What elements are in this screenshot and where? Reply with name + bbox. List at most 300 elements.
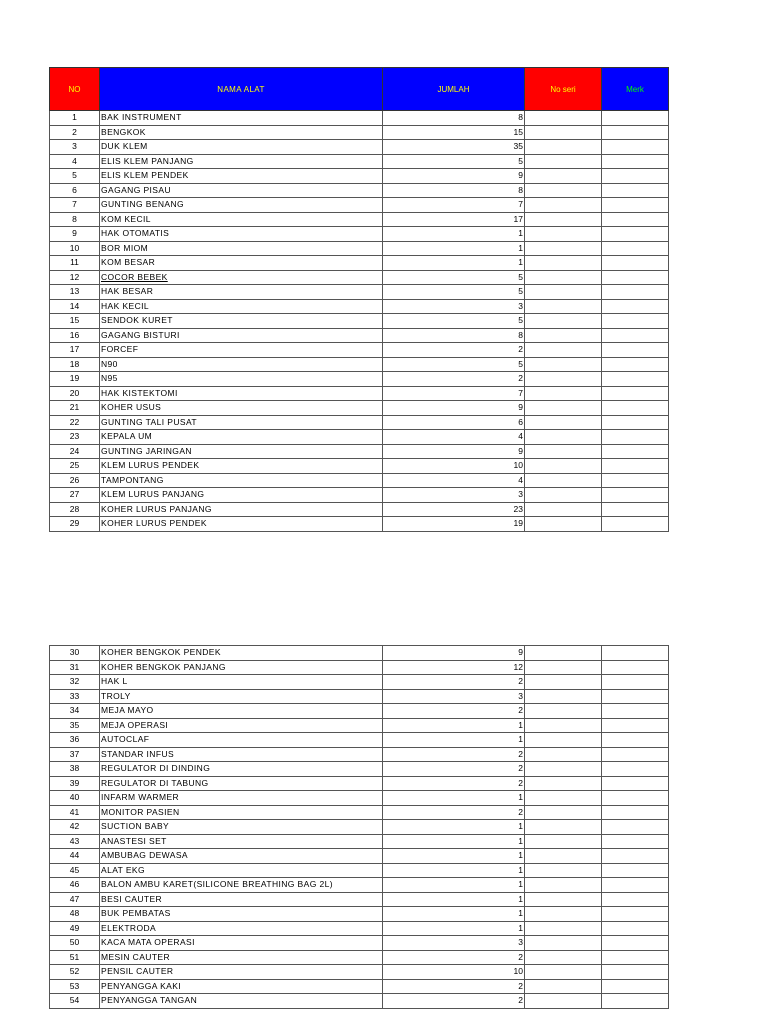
brand-cell[interactable]: [602, 646, 669, 661]
quantity-cell[interactable]: 1: [383, 791, 525, 806]
brand-cell[interactable]: [602, 921, 669, 936]
quantity-cell[interactable]: 9: [383, 169, 525, 184]
row-number-cell[interactable]: 41: [50, 805, 100, 820]
serial-number-cell[interactable]: [525, 488, 602, 503]
quantity-cell[interactable]: 35: [383, 140, 525, 155]
brand-cell[interactable]: [602, 820, 669, 835]
row-number-cell[interactable]: 27: [50, 488, 100, 503]
table-row: [50, 820, 669, 835]
brand-cell[interactable]: [602, 776, 669, 791]
brand-cell[interactable]: [602, 299, 669, 314]
row-number-cell[interactable]: 49: [50, 921, 100, 936]
header-no[interactable]: NO: [50, 68, 100, 111]
row-number-cell[interactable]: 11: [50, 256, 100, 271]
serial-number-cell[interactable]: [525, 820, 602, 835]
quantity-cell[interactable]: 5: [383, 154, 525, 169]
brand-cell[interactable]: [602, 212, 669, 227]
brand-cell[interactable]: [602, 459, 669, 474]
serial-number-cell[interactable]: [525, 517, 602, 532]
item-name-cell[interactable]: HAK BESAR: [100, 285, 383, 300]
row-number-cell[interactable]: 22: [50, 415, 100, 430]
item-name-cell[interactable]: TROLY: [100, 689, 383, 704]
brand-cell[interactable]: [602, 328, 669, 343]
serial-number-cell[interactable]: [525, 473, 602, 488]
row-number-cell[interactable]: 30: [50, 646, 100, 661]
quantity-cell[interactable]: 1: [383, 227, 525, 242]
row-number-cell[interactable]: 10: [50, 241, 100, 256]
quantity-cell[interactable]: 2: [383, 747, 525, 762]
header-no-seri[interactable]: No seri: [525, 68, 602, 111]
quantity-cell[interactable]: 9: [383, 401, 525, 416]
item-name-cell[interactable]: BAK INSTRUMENT: [100, 111, 383, 126]
row-number-cell[interactable]: 24: [50, 444, 100, 459]
item-name-cell[interactable]: KOHER LURUS PANJANG: [100, 502, 383, 517]
row-number-cell[interactable]: 40: [50, 791, 100, 806]
item-name-cell[interactable]: ELIS KLEM PENDEK: [100, 169, 383, 184]
quantity-cell[interactable]: 7: [383, 198, 525, 213]
row-number-cell[interactable]: 13: [50, 285, 100, 300]
table-row: [50, 921, 669, 936]
row-number-cell[interactable]: 52: [50, 965, 100, 980]
item-name-cell[interactable]: MONITOR PASIEN: [100, 805, 383, 820]
item-name-cell[interactable]: GAGANG BISTURI: [100, 328, 383, 343]
table-row: [50, 776, 669, 791]
brand-cell[interactable]: [602, 444, 669, 459]
serial-number-cell[interactable]: [525, 776, 602, 791]
serial-number-cell[interactable]: [525, 401, 602, 416]
item-name-cell[interactable]: KOM BESAR: [100, 256, 383, 271]
quantity-cell[interactable]: 7: [383, 386, 525, 401]
table-row: [50, 256, 669, 271]
serial-number-cell[interactable]: [525, 994, 602, 1009]
table-row: [50, 689, 669, 704]
item-name-cell[interactable]: COCOR BEBEK: [100, 270, 383, 285]
quantity-cell[interactable]: 2: [383, 805, 525, 820]
item-name-cell[interactable]: STANDAR INFUS: [100, 747, 383, 762]
quantity-cell[interactable]: 1: [383, 834, 525, 849]
row-number-cell[interactable]: 4: [50, 154, 100, 169]
row-number-cell[interactable]: 20: [50, 386, 100, 401]
brand-cell[interactable]: [602, 950, 669, 965]
serial-number-cell[interactable]: [525, 212, 602, 227]
row-number-cell[interactable]: 26: [50, 473, 100, 488]
brand-cell[interactable]: [602, 863, 669, 878]
serial-number-cell[interactable]: [525, 704, 602, 719]
brand-cell[interactable]: [602, 430, 669, 445]
serial-number-cell[interactable]: [525, 169, 602, 184]
item-name-cell[interactable]: BALON AMBU KARET(SILICONE BREATHING BAG 2L): [100, 878, 383, 893]
row-number-cell[interactable]: 48: [50, 907, 100, 922]
inventory-table-top: [49, 67, 669, 532]
item-name-cell[interactable]: FORCEF: [100, 343, 383, 358]
brand-cell[interactable]: [602, 386, 669, 401]
brand-cell[interactable]: [602, 198, 669, 213]
table-row: [50, 502, 669, 517]
brand-cell[interactable]: [602, 169, 669, 184]
serial-number-cell[interactable]: [525, 791, 602, 806]
row-number-cell[interactable]: 21: [50, 401, 100, 416]
brand-cell[interactable]: [602, 314, 669, 329]
quantity-cell[interactable]: 9: [383, 444, 525, 459]
serial-number-cell[interactable]: [525, 343, 602, 358]
item-name-cell[interactable]: INFARM WARMER: [100, 791, 383, 806]
brand-cell[interactable]: [602, 733, 669, 748]
item-name-cell[interactable]: ELIS KLEM PANJANG: [100, 154, 383, 169]
row-number-cell[interactable]: 18: [50, 357, 100, 372]
serial-number-cell[interactable]: [525, 328, 602, 343]
serial-number-cell[interactable]: [525, 834, 602, 849]
row-number-cell[interactable]: 44: [50, 849, 100, 864]
quantity-cell[interactable]: 1: [383, 820, 525, 835]
item-name-cell[interactable]: AUTOCLAF: [100, 733, 383, 748]
brand-cell[interactable]: [602, 401, 669, 416]
table-row: [50, 718, 669, 733]
brand-cell[interactable]: [602, 241, 669, 256]
quantity-cell[interactable]: 2: [383, 776, 525, 791]
quantity-cell[interactable]: 5: [383, 285, 525, 300]
brand-cell[interactable]: [602, 892, 669, 907]
quantity-cell[interactable]: 8: [383, 111, 525, 126]
item-name-cell[interactable]: TAMPONTANG: [100, 473, 383, 488]
quantity-cell[interactable]: 1: [383, 256, 525, 271]
table-row: [50, 357, 669, 372]
item-name-cell[interactable]: MEJA MAYO: [100, 704, 383, 719]
row-number-cell[interactable]: 54: [50, 994, 100, 1009]
brand-cell[interactable]: [602, 718, 669, 733]
row-number-cell[interactable]: 23: [50, 430, 100, 445]
table-row: [50, 111, 669, 126]
quantity-cell[interactable]: 17: [383, 212, 525, 227]
row-number-cell[interactable]: 47: [50, 892, 100, 907]
row-number-cell[interactable]: 45: [50, 863, 100, 878]
item-name-cell[interactable]: HAK OTOMATIS: [100, 227, 383, 242]
serial-number-cell[interactable]: [525, 256, 602, 271]
row-number-cell[interactable]: 43: [50, 834, 100, 849]
brand-cell[interactable]: [602, 140, 669, 155]
quantity-cell[interactable]: 1: [383, 718, 525, 733]
table-row: [50, 994, 669, 1009]
quantity-cell[interactable]: 3: [383, 488, 525, 503]
row-number-cell[interactable]: 28: [50, 502, 100, 517]
item-name-cell[interactable]: ALAT EKG: [100, 863, 383, 878]
row-number-cell[interactable]: 36: [50, 733, 100, 748]
quantity-cell[interactable]: 1: [383, 907, 525, 922]
brand-cell[interactable]: [602, 791, 669, 806]
item-name-cell[interactable]: GUNTING JARINGAN: [100, 444, 383, 459]
quantity-cell[interactable]: 2: [383, 950, 525, 965]
quantity-cell[interactable]: 2: [383, 994, 525, 1009]
item-name-cell[interactable]: KOM KECIL: [100, 212, 383, 227]
row-number-cell[interactable]: 15: [50, 314, 100, 329]
brand-cell[interactable]: [602, 849, 669, 864]
brand-cell[interactable]: [602, 762, 669, 777]
item-name-cell[interactable]: GUNTING TALI PUSAT: [100, 415, 383, 430]
item-name-cell[interactable]: SENDOK KURET: [100, 314, 383, 329]
serial-number-cell[interactable]: [525, 372, 602, 387]
brand-cell[interactable]: [602, 675, 669, 690]
brand-cell[interactable]: [602, 994, 669, 1009]
serial-number-cell[interactable]: [525, 733, 602, 748]
brand-cell[interactable]: [602, 357, 669, 372]
item-name-cell[interactable]: GAGANG PISAU: [100, 183, 383, 198]
brand-cell[interactable]: [602, 502, 669, 517]
row-number-cell[interactable]: 16: [50, 328, 100, 343]
row-number-cell[interactable]: 8: [50, 212, 100, 227]
table-row: [50, 386, 669, 401]
item-name-cell[interactable]: PENYANGGA KAKI: [100, 979, 383, 994]
serial-number-cell[interactable]: [525, 415, 602, 430]
serial-number-cell[interactable]: [525, 314, 602, 329]
row-number-cell[interactable]: 5: [50, 169, 100, 184]
item-name-cell[interactable]: HAK KISTEKTOMI: [100, 386, 383, 401]
brand-cell[interactable]: [602, 979, 669, 994]
serial-number-cell[interactable]: [525, 863, 602, 878]
serial-number-cell[interactable]: [525, 892, 602, 907]
quantity-cell[interactable]: 8: [383, 183, 525, 198]
table-row: [50, 950, 669, 965]
brand-cell[interactable]: [602, 907, 669, 922]
brand-cell[interactable]: [602, 111, 669, 126]
quantity-cell[interactable]: 10: [383, 459, 525, 474]
row-number-cell[interactable]: 51: [50, 950, 100, 965]
quantity-cell[interactable]: 3: [383, 299, 525, 314]
quantity-cell[interactable]: 9: [383, 646, 525, 661]
row-number-cell[interactable]: 2: [50, 125, 100, 140]
serial-number-cell[interactable]: [525, 849, 602, 864]
item-name-cell[interactable]: PENYANGGA TANGAN: [100, 994, 383, 1009]
table-row: [50, 704, 669, 719]
item-name-cell[interactable]: HAK L: [100, 675, 383, 690]
row-number-cell[interactable]: 34: [50, 704, 100, 719]
serial-number-cell[interactable]: [525, 285, 602, 300]
quantity-cell[interactable]: 4: [383, 473, 525, 488]
brand-cell[interactable]: [602, 517, 669, 532]
brand-cell[interactable]: [602, 805, 669, 820]
item-name-cell[interactable]: AMBUBAG DEWASA: [100, 849, 383, 864]
item-name-cell[interactable]: SUCTION BABY: [100, 820, 383, 835]
serial-number-cell[interactable]: [525, 154, 602, 169]
serial-number-cell[interactable]: [525, 936, 602, 951]
row-number-cell[interactable]: 50: [50, 936, 100, 951]
serial-number-cell[interactable]: [525, 299, 602, 314]
brand-cell[interactable]: [602, 256, 669, 271]
table-row: [50, 154, 669, 169]
quantity-cell[interactable]: 19: [383, 517, 525, 532]
brand-cell[interactable]: [602, 473, 669, 488]
brand-cell[interactable]: [602, 878, 669, 893]
quantity-cell[interactable]: 2: [383, 762, 525, 777]
brand-cell[interactable]: [602, 834, 669, 849]
row-number-cell[interactable]: 42: [50, 820, 100, 835]
quantity-cell[interactable]: 2: [383, 372, 525, 387]
item-name-cell[interactable]: KLEM LURUS PANJANG: [100, 488, 383, 503]
brand-cell[interactable]: [602, 154, 669, 169]
row-number-cell[interactable]: 6: [50, 183, 100, 198]
item-name-cell[interactable]: ELEKTRODA: [100, 921, 383, 936]
item-name-cell[interactable]: KEPALA UM: [100, 430, 383, 445]
quantity-cell[interactable]: 8: [383, 328, 525, 343]
item-name-cell[interactable]: KOHER USUS: [100, 401, 383, 416]
table-row: [50, 444, 669, 459]
row-number-cell[interactable]: 31: [50, 660, 100, 675]
item-name-cell[interactable]: N95: [100, 372, 383, 387]
table-row: [50, 878, 669, 893]
header-nama-alat[interactable]: NAMA ALAT: [100, 68, 383, 111]
quantity-cell[interactable]: 10: [383, 965, 525, 980]
brand-cell[interactable]: [602, 689, 669, 704]
serial-number-cell[interactable]: [525, 357, 602, 372]
brand-cell[interactable]: [602, 660, 669, 675]
brand-cell[interactable]: [602, 270, 669, 285]
table-row: [50, 805, 669, 820]
item-name-cell[interactable]: KLEM LURUS PENDEK: [100, 459, 383, 474]
item-name-cell[interactable]: KOHER BENGKOK PENDEK: [100, 646, 383, 661]
serial-number-cell[interactable]: [525, 646, 602, 661]
row-number-cell[interactable]: 12: [50, 270, 100, 285]
quantity-cell[interactable]: 3: [383, 936, 525, 951]
quantity-cell[interactable]: 1: [383, 921, 525, 936]
serial-number-cell[interactable]: [525, 270, 602, 285]
quantity-cell[interactable]: 2: [383, 343, 525, 358]
brand-cell[interactable]: [602, 936, 669, 951]
item-name-cell[interactable]: PENSIL CAUTER: [100, 965, 383, 980]
quantity-cell[interactable]: 1: [383, 892, 525, 907]
row-number-cell[interactable]: 17: [50, 343, 100, 358]
item-name-cell[interactable]: REGULATOR DI TABUNG: [100, 776, 383, 791]
brand-cell[interactable]: [602, 343, 669, 358]
serial-number-cell[interactable]: [525, 183, 602, 198]
row-number-cell[interactable]: 53: [50, 979, 100, 994]
row-number-cell[interactable]: 14: [50, 299, 100, 314]
row-number-cell[interactable]: 1: [50, 111, 100, 126]
quantity-cell[interactable]: 4: [383, 430, 525, 445]
brand-cell[interactable]: [602, 747, 669, 762]
quantity-cell[interactable]: 1: [383, 863, 525, 878]
row-number-cell[interactable]: 33: [50, 689, 100, 704]
quantity-cell[interactable]: 23: [383, 502, 525, 517]
serial-number-cell[interactable]: [525, 689, 602, 704]
item-name-cell[interactable]: N90: [100, 357, 383, 372]
serial-number-cell[interactable]: [525, 241, 602, 256]
serial-number-cell[interactable]: [525, 125, 602, 140]
item-name-cell[interactable]: GUNTING BENANG: [100, 198, 383, 213]
row-number-cell[interactable]: 3: [50, 140, 100, 155]
serial-number-cell[interactable]: [525, 878, 602, 893]
brand-cell[interactable]: [602, 183, 669, 198]
serial-number-cell[interactable]: [525, 921, 602, 936]
row-number-cell[interactable]: 19: [50, 372, 100, 387]
item-name-cell[interactable]: HAK KECIL: [100, 299, 383, 314]
table-row: [50, 459, 669, 474]
serial-number-cell[interactable]: [525, 140, 602, 155]
serial-number-cell[interactable]: [525, 459, 602, 474]
quantity-cell[interactable]: 2: [383, 704, 525, 719]
row-number-cell[interactable]: 32: [50, 675, 100, 690]
serial-number-cell[interactable]: [525, 111, 602, 126]
serial-number-cell[interactable]: [525, 907, 602, 922]
table-row: [50, 401, 669, 416]
serial-number-cell[interactable]: [525, 979, 602, 994]
brand-cell[interactable]: [602, 372, 669, 387]
serial-number-cell[interactable]: [525, 950, 602, 965]
header-jumlah[interactable]: JUMLAH: [383, 68, 525, 111]
row-number-cell[interactable]: 29: [50, 517, 100, 532]
quantity-cell[interactable]: 1: [383, 241, 525, 256]
quantity-cell[interactable]: 5: [383, 357, 525, 372]
quantity-cell[interactable]: 3: [383, 689, 525, 704]
item-name-cell[interactable]: DUK KLEM: [100, 140, 383, 155]
quantity-cell[interactable]: 6: [383, 415, 525, 430]
item-name-cell[interactable]: MEJA OPERASI: [100, 718, 383, 733]
table-row: [50, 169, 669, 184]
serial-number-cell[interactable]: [525, 198, 602, 213]
serial-number-cell[interactable]: [525, 805, 602, 820]
table-row: [50, 415, 669, 430]
serial-number-cell[interactable]: [525, 386, 602, 401]
brand-cell[interactable]: [602, 704, 669, 719]
quantity-cell[interactable]: 15: [383, 125, 525, 140]
item-name-cell[interactable]: REGULATOR DI DINDING: [100, 762, 383, 777]
serial-number-cell[interactable]: [525, 762, 602, 777]
row-number-cell[interactable]: 37: [50, 747, 100, 762]
quantity-cell[interactable]: 1: [383, 849, 525, 864]
brand-cell[interactable]: [602, 488, 669, 503]
serial-number-cell[interactable]: [525, 675, 602, 690]
quantity-cell[interactable]: 5: [383, 270, 525, 285]
serial-number-cell[interactable]: [525, 718, 602, 733]
serial-number-cell[interactable]: [525, 444, 602, 459]
serial-number-cell[interactable]: [525, 965, 602, 980]
brand-cell[interactable]: [602, 125, 669, 140]
table-row: [50, 762, 669, 777]
row-number-cell[interactable]: 46: [50, 878, 100, 893]
serial-number-cell[interactable]: [525, 227, 602, 242]
table-header-row: [50, 68, 669, 111]
brand-cell[interactable]: [602, 415, 669, 430]
quantity-cell[interactable]: 12: [383, 660, 525, 675]
brand-cell[interactable]: [602, 285, 669, 300]
brand-cell[interactable]: [602, 227, 669, 242]
row-number-cell[interactable]: 25: [50, 459, 100, 474]
item-name-cell[interactable]: KOHER BENGKOK PANJANG: [100, 660, 383, 675]
table-row: [50, 343, 669, 358]
brand-cell[interactable]: [602, 965, 669, 980]
quantity-cell[interactable]: 2: [383, 675, 525, 690]
item-name-cell[interactable]: BESI CAUTER: [100, 892, 383, 907]
row-number-cell[interactable]: 39: [50, 776, 100, 791]
item-name-cell[interactable]: KACA MATA OPERASI: [100, 936, 383, 951]
item-name-cell[interactable]: MESIN CAUTER: [100, 950, 383, 965]
row-number-cell[interactable]: 38: [50, 762, 100, 777]
quantity-cell[interactable]: 1: [383, 878, 525, 893]
item-name-cell[interactable]: KOHER LURUS PENDEK: [100, 517, 383, 532]
item-name-cell[interactable]: BUK PEMBATAS: [100, 907, 383, 922]
serial-number-cell[interactable]: [525, 747, 602, 762]
item-name-cell[interactable]: BENGKOK: [100, 125, 383, 140]
item-name-cell[interactable]: BOR MIOM: [100, 241, 383, 256]
row-number-cell[interactable]: 35: [50, 718, 100, 733]
serial-number-cell[interactable]: [525, 660, 602, 675]
item-name-cell[interactable]: ANASTESI SET: [100, 834, 383, 849]
header-merk[interactable]: Merk: [602, 68, 669, 111]
row-number-cell[interactable]: 7: [50, 198, 100, 213]
quantity-cell[interactable]: 2: [383, 979, 525, 994]
serial-number-cell[interactable]: [525, 502, 602, 517]
quantity-cell[interactable]: 1: [383, 733, 525, 748]
quantity-cell[interactable]: 5: [383, 314, 525, 329]
row-number-cell[interactable]: 9: [50, 227, 100, 242]
serial-number-cell[interactable]: [525, 430, 602, 445]
